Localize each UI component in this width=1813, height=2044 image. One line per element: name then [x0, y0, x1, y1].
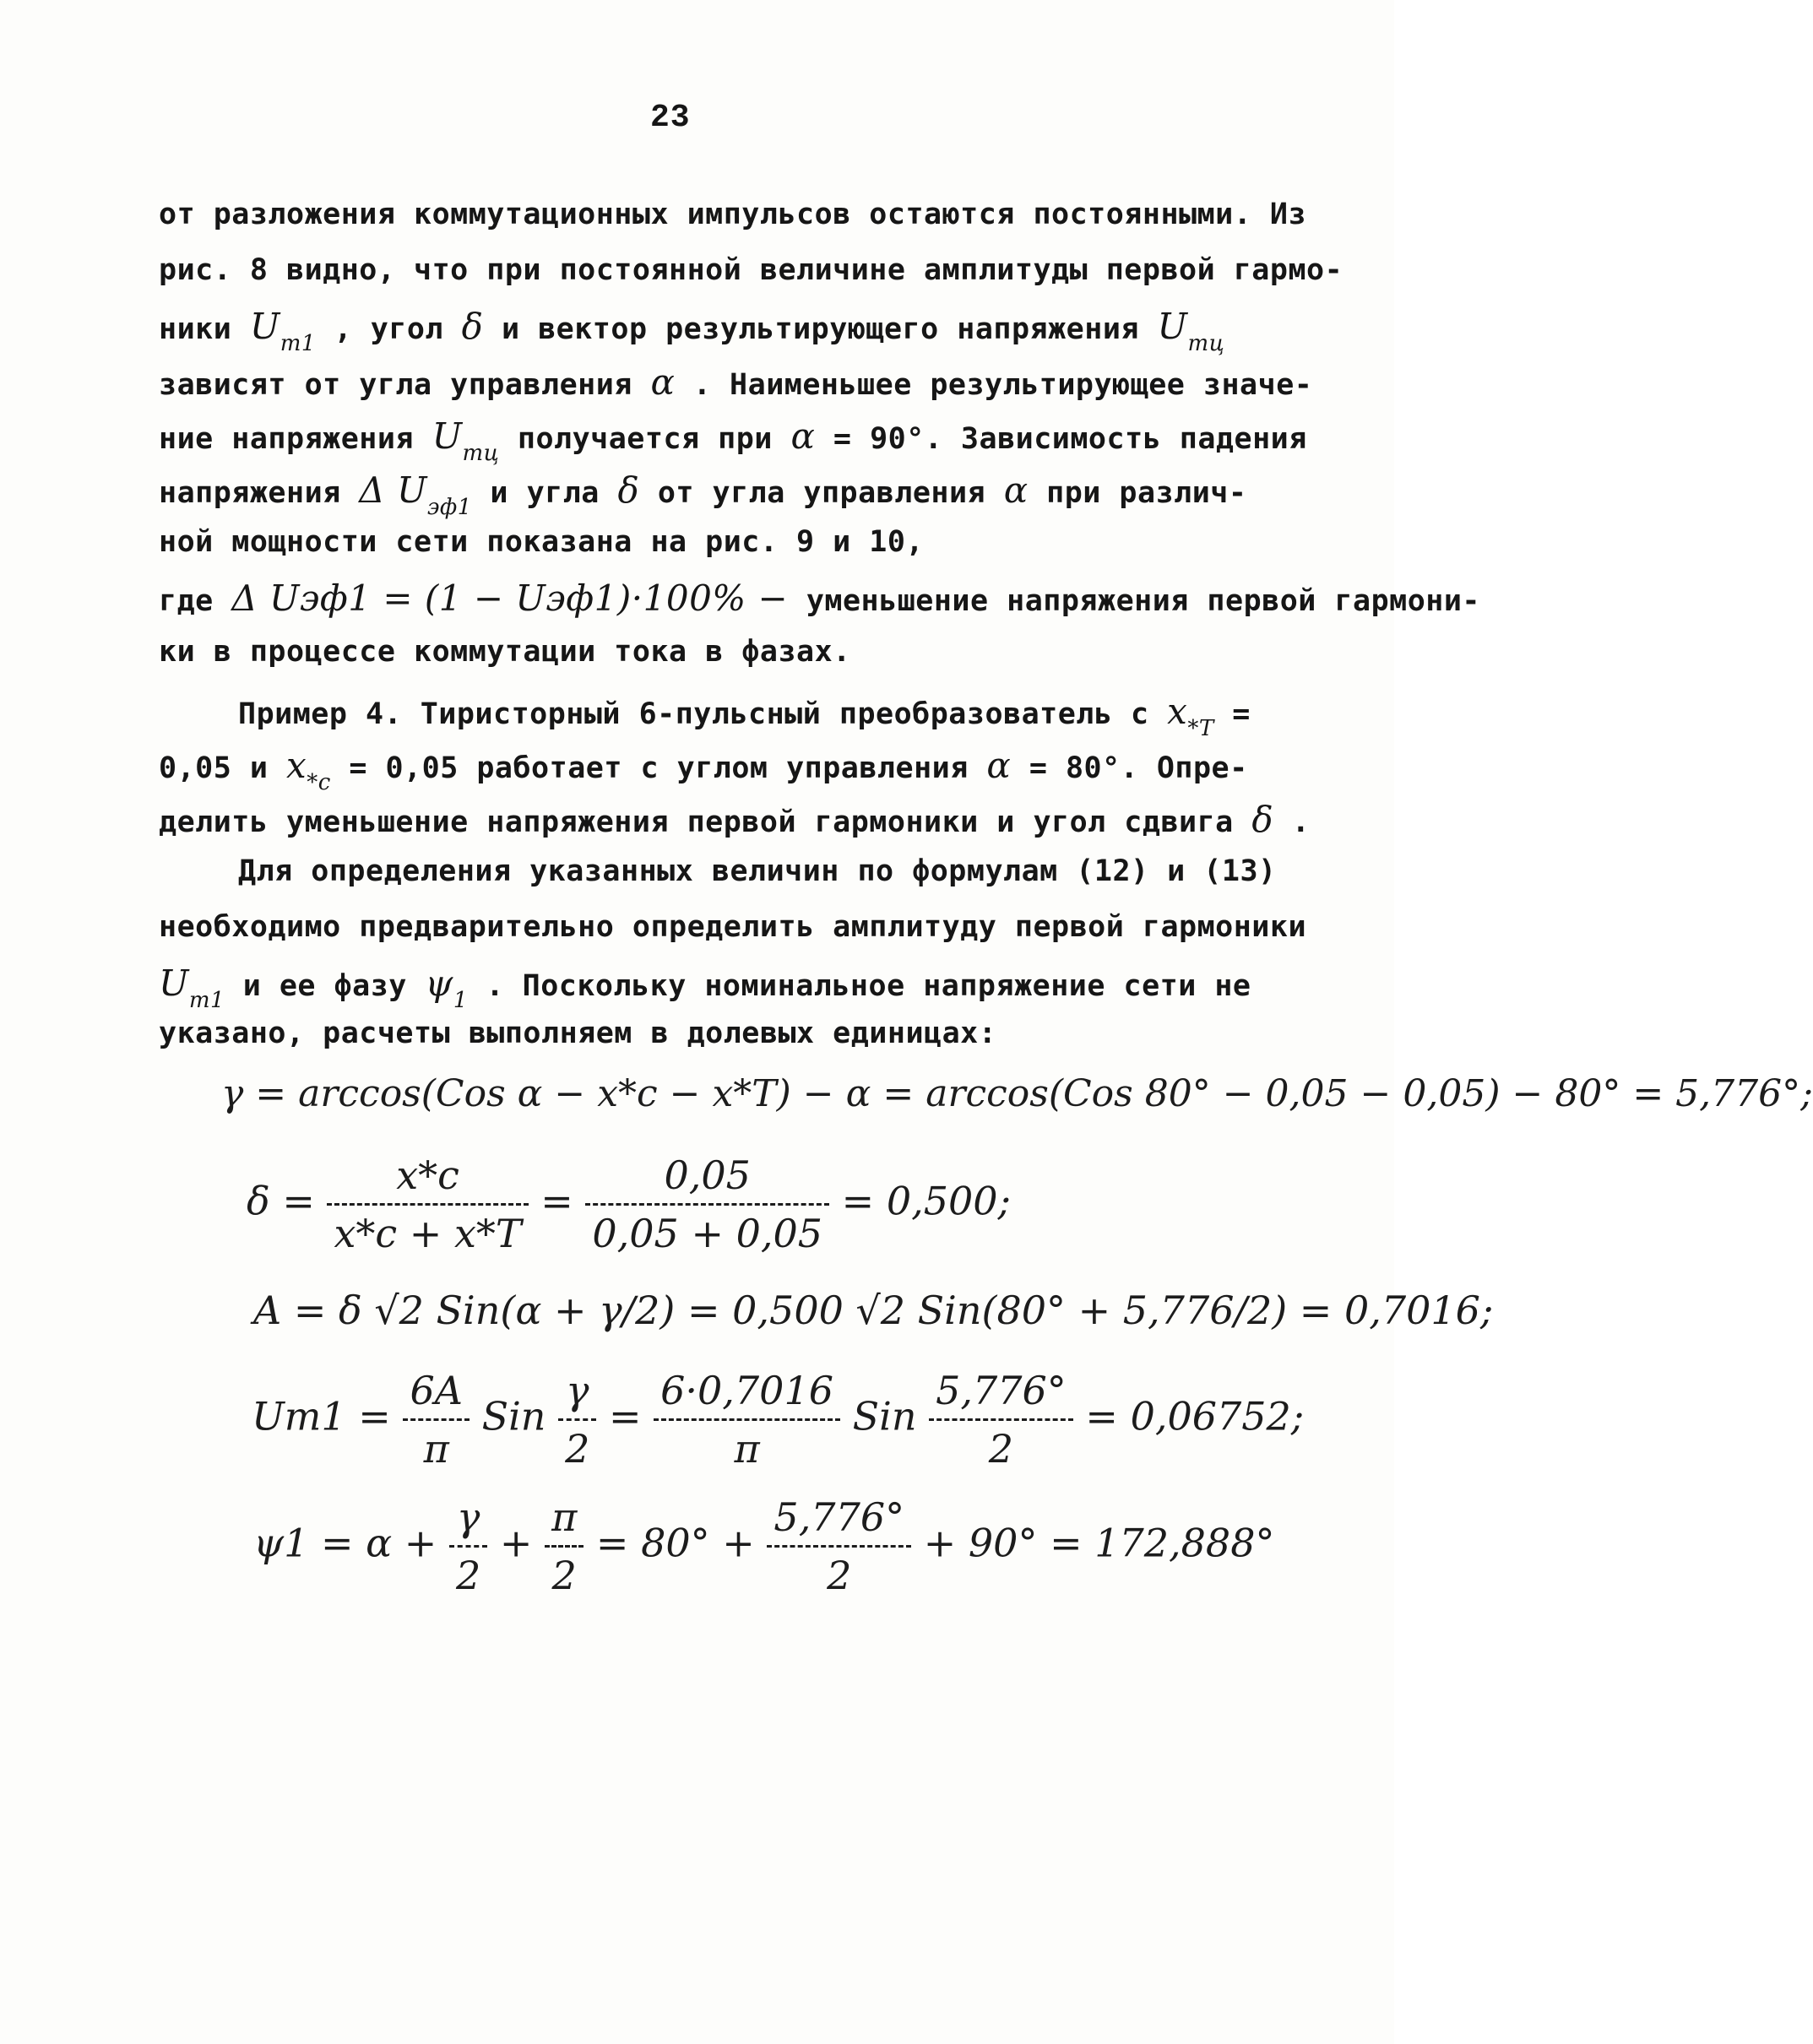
text-fragment: ние напряжения [159, 422, 415, 456]
fraction-denominator: 2 [551, 1553, 577, 1598]
fraction-denominator: 2 [565, 1426, 590, 1472]
fraction-numerator: x*c [327, 1152, 528, 1206]
text-fragment: 0,05 и [159, 751, 269, 785]
fraction [403, 1368, 470, 1472]
text-fragment: получается при [517, 422, 773, 456]
symbol-delta: δ [461, 306, 484, 347]
text-fragment: . [1291, 805, 1311, 839]
text-line [159, 745, 1248, 795]
fraction [449, 1494, 487, 1598]
symbol-base: U [432, 415, 463, 457]
formula-text: = 80° + [595, 1520, 755, 1566]
text-fragment: ники [159, 312, 232, 346]
symbol-psi1 [425, 962, 468, 1013]
text-fragment: и вектор результирующего напряжения [501, 312, 1139, 346]
formula-um1 [252, 1368, 1304, 1472]
text-line: от разложения коммутационных импульсов остаются постоянными. Из [159, 198, 1307, 231]
text-fragment: и угла [490, 476, 600, 510]
formula-text: + [499, 1520, 533, 1566]
fraction-denominator: 2 [988, 1426, 1014, 1472]
symbol-base: Δ U [359, 469, 427, 511]
symbol-subscript: эф1 [426, 495, 472, 520]
fraction-numerator: 5,776° [767, 1494, 911, 1548]
page-number: 23 [650, 100, 691, 136]
symbol-subscript: *T [1187, 716, 1214, 741]
formula-a: A = δ √2 Sin(α + γ/2) = 0,500 √2 Sin(80° + 5,776/2) = 0,7016; [253, 1288, 1494, 1333]
text-fragment: = 0,05 работает с углом управления [349, 751, 969, 785]
fraction [558, 1368, 596, 1472]
symbol-subscript: *c [307, 770, 331, 795]
fraction-numerator: 6A [403, 1368, 470, 1421]
text-fragment: , угол [334, 312, 443, 346]
formula-text: ψ1 = α + [253, 1520, 437, 1566]
fraction [654, 1368, 840, 1472]
fraction-denominator: π [423, 1426, 449, 1472]
inline-formula: Δ Uэф1 = (1 − Uэф1)·100% − [231, 577, 789, 619]
symbol-xc [286, 745, 331, 795]
text-line [159, 469, 1247, 520]
formula-text: δ = [247, 1178, 315, 1224]
symbol-alpha: α [1003, 469, 1029, 511]
symbol-um1 [249, 306, 316, 356]
symbol-base: U [249, 306, 280, 347]
fraction-numerator: 6·0,7016 [654, 1368, 840, 1421]
text-line: рис. 8 видно, что при постоянной величине амплитуды первой гармо- [159, 253, 1343, 287]
text-fragment: Пример 4. Тиристорный 6-пульсный преобразователь с [238, 697, 1149, 731]
symbol-delta: δ [1251, 799, 1274, 840]
symbol-base: ψ [425, 962, 453, 1004]
symbol-subscript: m1 [188, 988, 225, 1013]
text-fragment: при различ- [1046, 476, 1247, 510]
fraction [585, 1152, 829, 1256]
symbol-base: U [1157, 306, 1188, 347]
formula-text: + 90° = 172,888° [923, 1520, 1275, 1566]
fraction-numerator: 0,05 [585, 1152, 829, 1206]
text-line [238, 691, 1251, 741]
formula-text: = 0,06752; [1085, 1393, 1305, 1439]
formula-psi1 [253, 1494, 1274, 1598]
text-fragment: уменьшение напряжения первой гармони- [806, 584, 1480, 618]
fraction [767, 1494, 911, 1598]
text-line: Для определения указанных величин по формулам (12) и (13) [238, 854, 1277, 888]
text-line [159, 415, 1307, 466]
symbol-alpha: α [790, 415, 816, 457]
text-line: ки в процессе коммутации тока в фазах. [159, 635, 851, 669]
fraction-numerator: π [545, 1494, 584, 1548]
symbol-delta: δ [617, 469, 640, 511]
symbol-xt [1167, 691, 1214, 741]
symbol-alpha: α [986, 745, 1012, 786]
symbol-subscript: 1 [453, 988, 468, 1013]
formula-text: Sin [481, 1393, 546, 1439]
text-line [159, 962, 1251, 1013]
fraction-numerator: γ [558, 1368, 596, 1421]
formula-text: = 0,500; [841, 1178, 1012, 1224]
text-fragment: = [1232, 697, 1251, 731]
text-line [159, 799, 1310, 840]
symbol-base: x [286, 745, 307, 786]
symbol-base: x [1167, 691, 1188, 732]
formula-delta [247, 1152, 1011, 1256]
fraction-numerator: γ [449, 1494, 487, 1548]
text-fragment: . Наименьшее результирующее значе- [692, 368, 1313, 402]
formula-text: = [540, 1178, 573, 1224]
formula-text: = [608, 1393, 642, 1439]
text-line [159, 306, 1225, 356]
fraction-numerator: 5,776° [929, 1368, 1073, 1421]
symbol-subscript: mц [1187, 331, 1225, 356]
fraction-denominator: 0,05 + 0,05 [592, 1211, 823, 1256]
text-line: ной мощности сети показана на рис. 9 и 10, [159, 525, 925, 559]
text-line [159, 361, 1312, 403]
formula-text: Sin [852, 1393, 917, 1439]
symbol-delta-u [359, 469, 472, 520]
symbol-subscript: m1 [280, 331, 316, 356]
text-fragment: = 80°. Опре- [1029, 751, 1248, 785]
text-fragment: от угла управления [657, 476, 986, 510]
symbol-umu [1157, 306, 1225, 356]
fraction-denominator: x*c + x*T [334, 1211, 522, 1256]
symbol-subscript: mц [462, 441, 500, 466]
text-fragment: и ее фазу [242, 969, 407, 1003]
text-fragment: . Поскольку номинальное напряжение сети не [486, 969, 1251, 1003]
text-fragment: напряжения [159, 476, 341, 510]
text-fragment: где [159, 584, 214, 618]
fraction-denominator: π [734, 1426, 760, 1472]
fraction [929, 1368, 1073, 1472]
text-fragment: делить уменьшение напряжения первой гармоники и угол сдвига [159, 805, 1234, 839]
symbol-um1 [159, 962, 225, 1013]
text-line: указано, расчеты выполняем в долевых единицах: [159, 1017, 997, 1050]
symbol-alpha: α [650, 361, 676, 403]
fraction [545, 1494, 584, 1598]
formula-gamma: γ = arccos(Cos α − x*c − x*T) − α = arccos(Cos 80° − 0,05 − 0,05) − 80° = 5,776°; [221, 1072, 1813, 1115]
fraction-denominator: 2 [827, 1553, 852, 1598]
text-fragment: = 90°. Зависимость падения [833, 422, 1307, 456]
symbol-base: U [159, 962, 189, 1004]
symbol-umu [432, 415, 500, 466]
formula-text: Um1 = [252, 1393, 391, 1439]
text-line [159, 577, 1480, 619]
fraction [327, 1152, 528, 1256]
text-fragment: зависят от угла управления [159, 368, 632, 402]
fraction-denominator: 2 [455, 1553, 481, 1598]
text-line: необходимо предварительно определить амплитуду первой гармоники [159, 910, 1307, 944]
